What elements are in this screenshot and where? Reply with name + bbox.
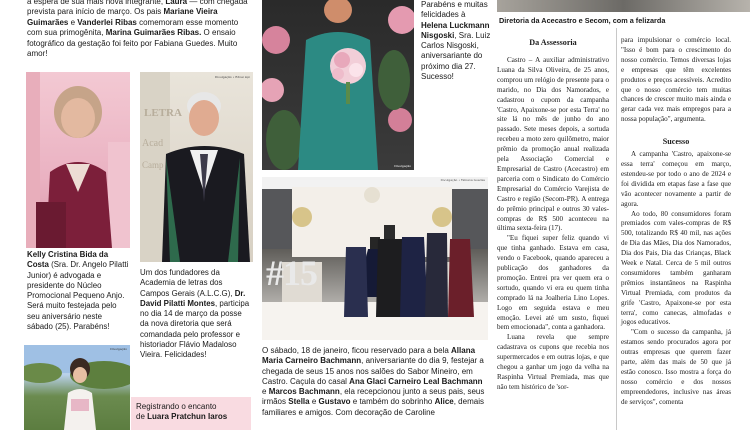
party-photo bbox=[262, 177, 488, 340]
article-heading: Da Assessoria bbox=[529, 38, 577, 47]
party-number-badge: #15 bbox=[266, 253, 317, 293]
party-caption: O sábado, 18 de janeiro, ficou reservado para a bela Allana Maria Carneiro Bachmann, aniversariante do dia 9, festejar a chegada de seus 15 anos nos salões do Sabor Mineiro, em Castro. Caçula do casal Ana Glaci Carneiro Leal Bachmann e Marcos Bachmann, ela recepcionou junto a seus pais, seus irmãos Stella e Gustavo e também do sobrinho Alice, demais familiares e amigos. Com decoração de Caroline bbox=[262, 346, 485, 417]
child-illustration bbox=[24, 345, 130, 430]
david-photo bbox=[140, 72, 253, 262]
david-portrait-illustration bbox=[140, 72, 253, 262]
child-photo-credit: Divulgação bbox=[110, 347, 127, 351]
column-divider bbox=[616, 28, 617, 430]
article-col-right: para impulsionar o comércio local. "Isso é bom para o crescimento do nosso comércio. Temos diversas lojas e empresas que têm excelentes produtos e preços acessíveis. Acredito que o nosso comércio tem muitas chances de crescer muito mais ainda e gerar cada vez mais empregos para a nossa população", argumenta. Sucesso A campanha 'Castro, apaixone-se essa terra' começou em março, estendeu-se por todo o ano de 2024 e foi dividida em etapas fase a fase que vão acontecer novamente a partir de agora. Ao todo, 80 consumidores foram premiados com vales-compras de R$ 500, totalizando R$ 40 mil, nas ações de Dia das Mães, Dia dos Namorados, Dia dos Pais, Dia das Crianças, Black Week e Natal. Cerca de 5 mil outros consumidores também ganharam prêmios instantâneos na Raspinha Virtual Premiada, com produtos da grife 'Castro, Apaixone-se por esta terra', como canecas, almofadas e jogos educativos. "Com o sucesso da campanha, já estamos sendo procurados agora por outras empresas que querem fazer parte, além das mais de 50 que já estão conosco. Isso mostra a força do nosso comércio e dos nossos empreendedores, inclusive nas áreas de serviços", comenta bbox=[621, 36, 731, 406]
kelly-caption: Kelly Cristina Bida da Costa (Sra. Dr. Angelo Pilatti Junior) é advogada e presidente do Núcleo Promocional Pequeno Anjo. Será muito festejada pelo seu aniversário neste sábado (25). Parabéns! bbox=[27, 250, 129, 332]
kelly-photo bbox=[26, 72, 130, 248]
helena-photo-credit: Divulgação bbox=[394, 164, 411, 168]
child-photo bbox=[24, 345, 130, 430]
party-photo-credit: Divulgação • Fabiana Guedes bbox=[440, 178, 485, 182]
award-photo bbox=[497, 0, 750, 12]
helena-illustration bbox=[262, 0, 414, 170]
svg-text:Acad: Acad bbox=[142, 138, 164, 149]
svg-text:Camp: Camp bbox=[142, 160, 164, 170]
helena-caption: Parabéns e muitas felicidades à Helena Luckmann Nisgoski, Sra. Luiz Carlos Nisgoski, aniversariante do próximo dia 27. Sucesso! bbox=[421, 0, 491, 82]
sucesso-heading: Sucesso bbox=[662, 137, 690, 147]
david-photo-credit: Divulgação • Ednei Lipi bbox=[215, 75, 250, 79]
kelly-portrait-illustration bbox=[26, 72, 130, 248]
award-photo-caption: Diretoria da Acecastro e Secom, com a felizarda bbox=[499, 16, 666, 25]
svg-text:LETRA: LETRA bbox=[144, 107, 182, 119]
gestation-text: a espera de sua mais nova integrante, Laura — com chegada prevista para início de março. Os pais Mariane Vieira Guimarães e Vanderlei Ribas comemoram esse momento com sua primogênita, Marina Guimarães Ribas. O ensaio fotográfico da gestação foi feito por Fabiana Guedes. Muito amor! bbox=[27, 0, 248, 59]
david-caption: Um dos fundadores da Academia de letras dos Campos Gerais (A.L.C.G), Dr. David Pilatti Montes, participa no dia 14 de março da posse da nova diretoria que será comandada pelo professor e historiador Flávio Madaloso Vieira. Felicidades! bbox=[140, 268, 250, 360]
helena-photo bbox=[262, 0, 414, 170]
luara-text: Registrando o encanto de Luara Pratchun Iaros bbox=[136, 402, 228, 422]
article-col-left: Castro – A auxiliar administrativo Luana da Silva Oliveira, de 25 anos, comprou um relógio de presente para o marido, no Dia dos Namorados, e cadastrou o cupom da campanha 'Castro, Apaixone-se por esta Terra' no site lá no mês de junho do ano passado. Sete meses depois, a sortuda recebeu a moto zero quilômetro, maior prêmio da promoção anual realizada pela Associação Comercial e Empresarial de Castro (Acecastro) em parceria com o Sindicato do Comércio Empresarial do Comércio Varejista de Castro e região (Secom-PR). A entrega do prêmio principal e outros 30 vales-compras de R$ 500 aconteceu na última sexta-feira (17). "Eu fiquei super feliz quando vi que tinha ganhado. Estava em casa, vendo o Facebook, quando apareceu a publicação dos ganhadores da promoção. Entrei pra ver quem era o sortudo, quando vi era eu quem tinha comprado lá na Joalheria Lino Lopes. Logo em seguida estava e meu emoção. Levei até um susto, fiquei bem emocionada", conta a ganhadora. Luana revela que sempre cadastrava os cupons que recebia nos supermercados e em outras lojas, e que chegou a ganhar um jogo da velha na Raspinha Virtual Premiada, mas que não tem histórico de 'sor- bbox=[497, 56, 609, 391]
